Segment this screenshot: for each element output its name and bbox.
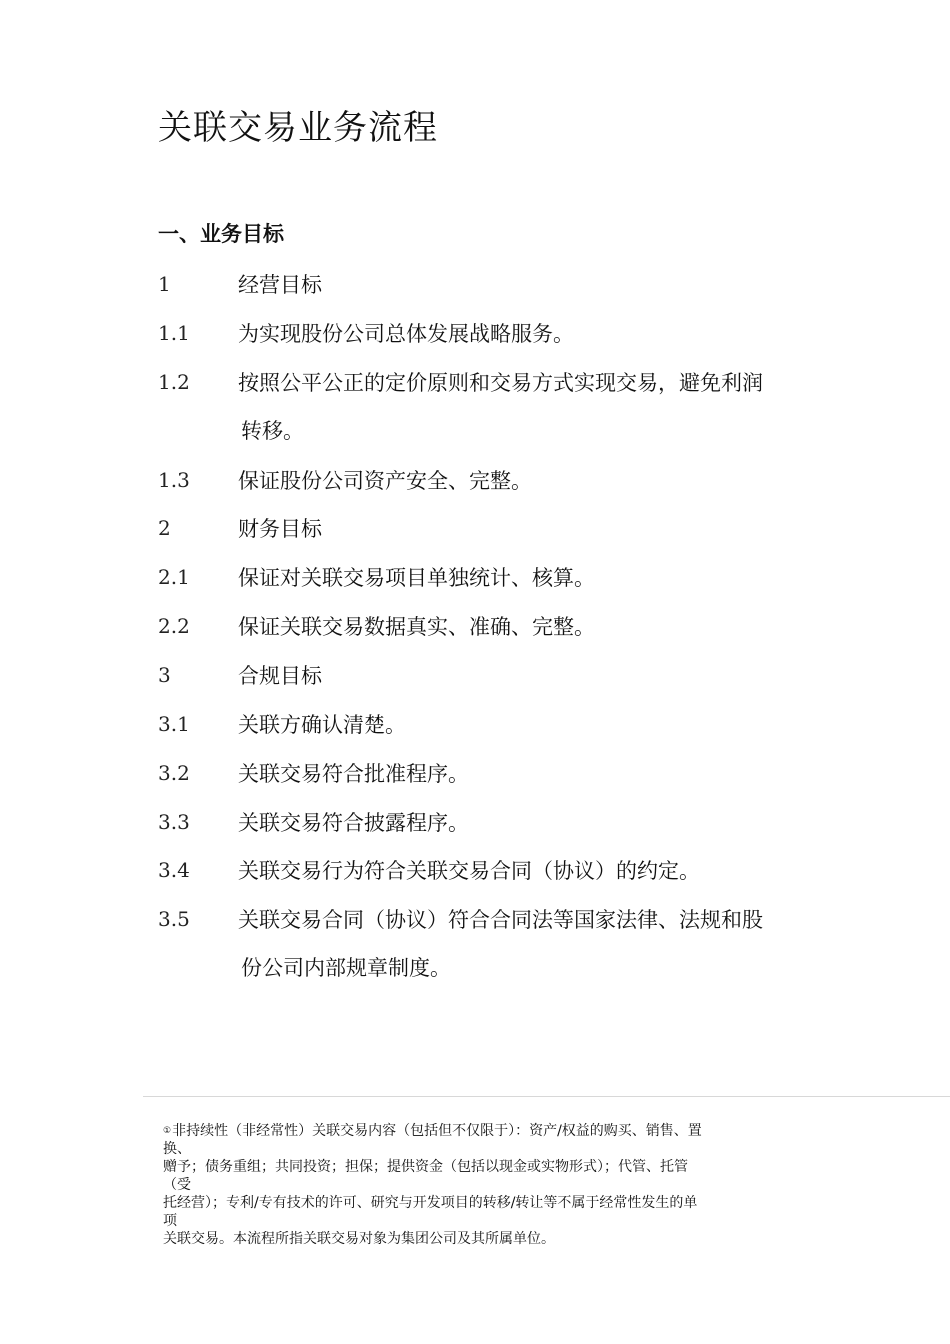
item-number: 1 — [158, 272, 171, 296]
item-number: 2.1 — [158, 565, 190, 589]
list-item — [158, 560, 818, 594]
footnote — [163, 1122, 793, 1248]
section-heading: 一、业务目标 — [158, 222, 284, 246]
item-number: 3.5 — [158, 907, 190, 931]
item-number: 3.2 — [158, 761, 190, 785]
footnote-line: 换、 — [163, 1141, 191, 1157]
item-text: 按照公平公正的定价原则和交易方式实现交易，避免利润 — [238, 371, 763, 395]
footnote-line-text: 非持续性（非经常性）关联交易内容（包括但不仅限于）：资产/权益的购买、销售、置 — [172, 1123, 702, 1139]
item-text: 财务目标 — [238, 517, 322, 541]
item-number: 1.1 — [158, 321, 190, 345]
item-number: 3 — [158, 663, 171, 687]
footnote-marker: ① — [163, 1126, 172, 1136]
footnote-line: 赠予；债务重组；共同投资；担保；提供资金（包括以现金或实物形式）；代管、托管 — [163, 1159, 688, 1175]
list-item — [158, 658, 818, 692]
item-text: 为实现股份公司总体发展战略服务。 — [238, 322, 574, 346]
item-text: 保证对关联交易项目单独统计、核算。 — [238, 566, 595, 590]
footnote-line: 托经营）；专利/专有技术的许可、研究与开发项目的转移/转让等不属于经常性发生的单 — [163, 1195, 698, 1211]
list-item — [158, 707, 818, 741]
item-text-continuation: 份公司内部规章制度。 — [241, 956, 451, 980]
list-item — [158, 511, 818, 545]
footnote-line — [163, 1122, 793, 1140]
footnote-divider — [143, 1096, 950, 1097]
item-text: 关联交易行为符合关联交易合同（协议）的约定。 — [238, 859, 700, 883]
item-text: 合规目标 — [238, 664, 322, 688]
list-item — [158, 805, 818, 839]
item-text: 经营目标 — [238, 273, 322, 297]
list-item — [158, 267, 818, 301]
item-text: 关联交易合同（协议）符合合同法等国家法律、法规和股 — [238, 908, 763, 932]
list-item — [158, 902, 818, 936]
item-text: 保证股份公司资产安全、完整。 — [238, 469, 532, 493]
item-number: 3.1 — [158, 712, 190, 736]
list-item — [158, 365, 818, 399]
list-item — [158, 463, 818, 497]
item-text: 关联交易符合批准程序。 — [238, 762, 469, 786]
footnote-line: 项 — [163, 1213, 177, 1229]
item-number: 1.2 — [158, 370, 190, 394]
list-item — [158, 316, 818, 350]
page-title: 关联交易业务流程 — [158, 108, 438, 148]
footnote-line: （受 — [163, 1177, 191, 1193]
item-number: 2.2 — [158, 614, 190, 638]
item-text: 保证关联交易数据真实、准确、完整。 — [238, 615, 595, 639]
item-number: 3.3 — [158, 810, 190, 834]
item-number: 2 — [158, 516, 171, 540]
item-text-continuation: 转移。 — [241, 419, 304, 443]
item-text: 关联交易符合披露程序。 — [238, 811, 469, 835]
item-number: 3.4 — [158, 858, 190, 882]
item-number: 1.3 — [158, 468, 190, 492]
list-item — [158, 756, 818, 790]
item-text: 关联方确认清楚。 — [238, 713, 406, 737]
list-item — [158, 609, 818, 643]
list-item — [158, 853, 818, 887]
footnote-line: 关联交易。本流程所指关联交易对象为集团公司及其所属单位。 — [163, 1231, 555, 1247]
